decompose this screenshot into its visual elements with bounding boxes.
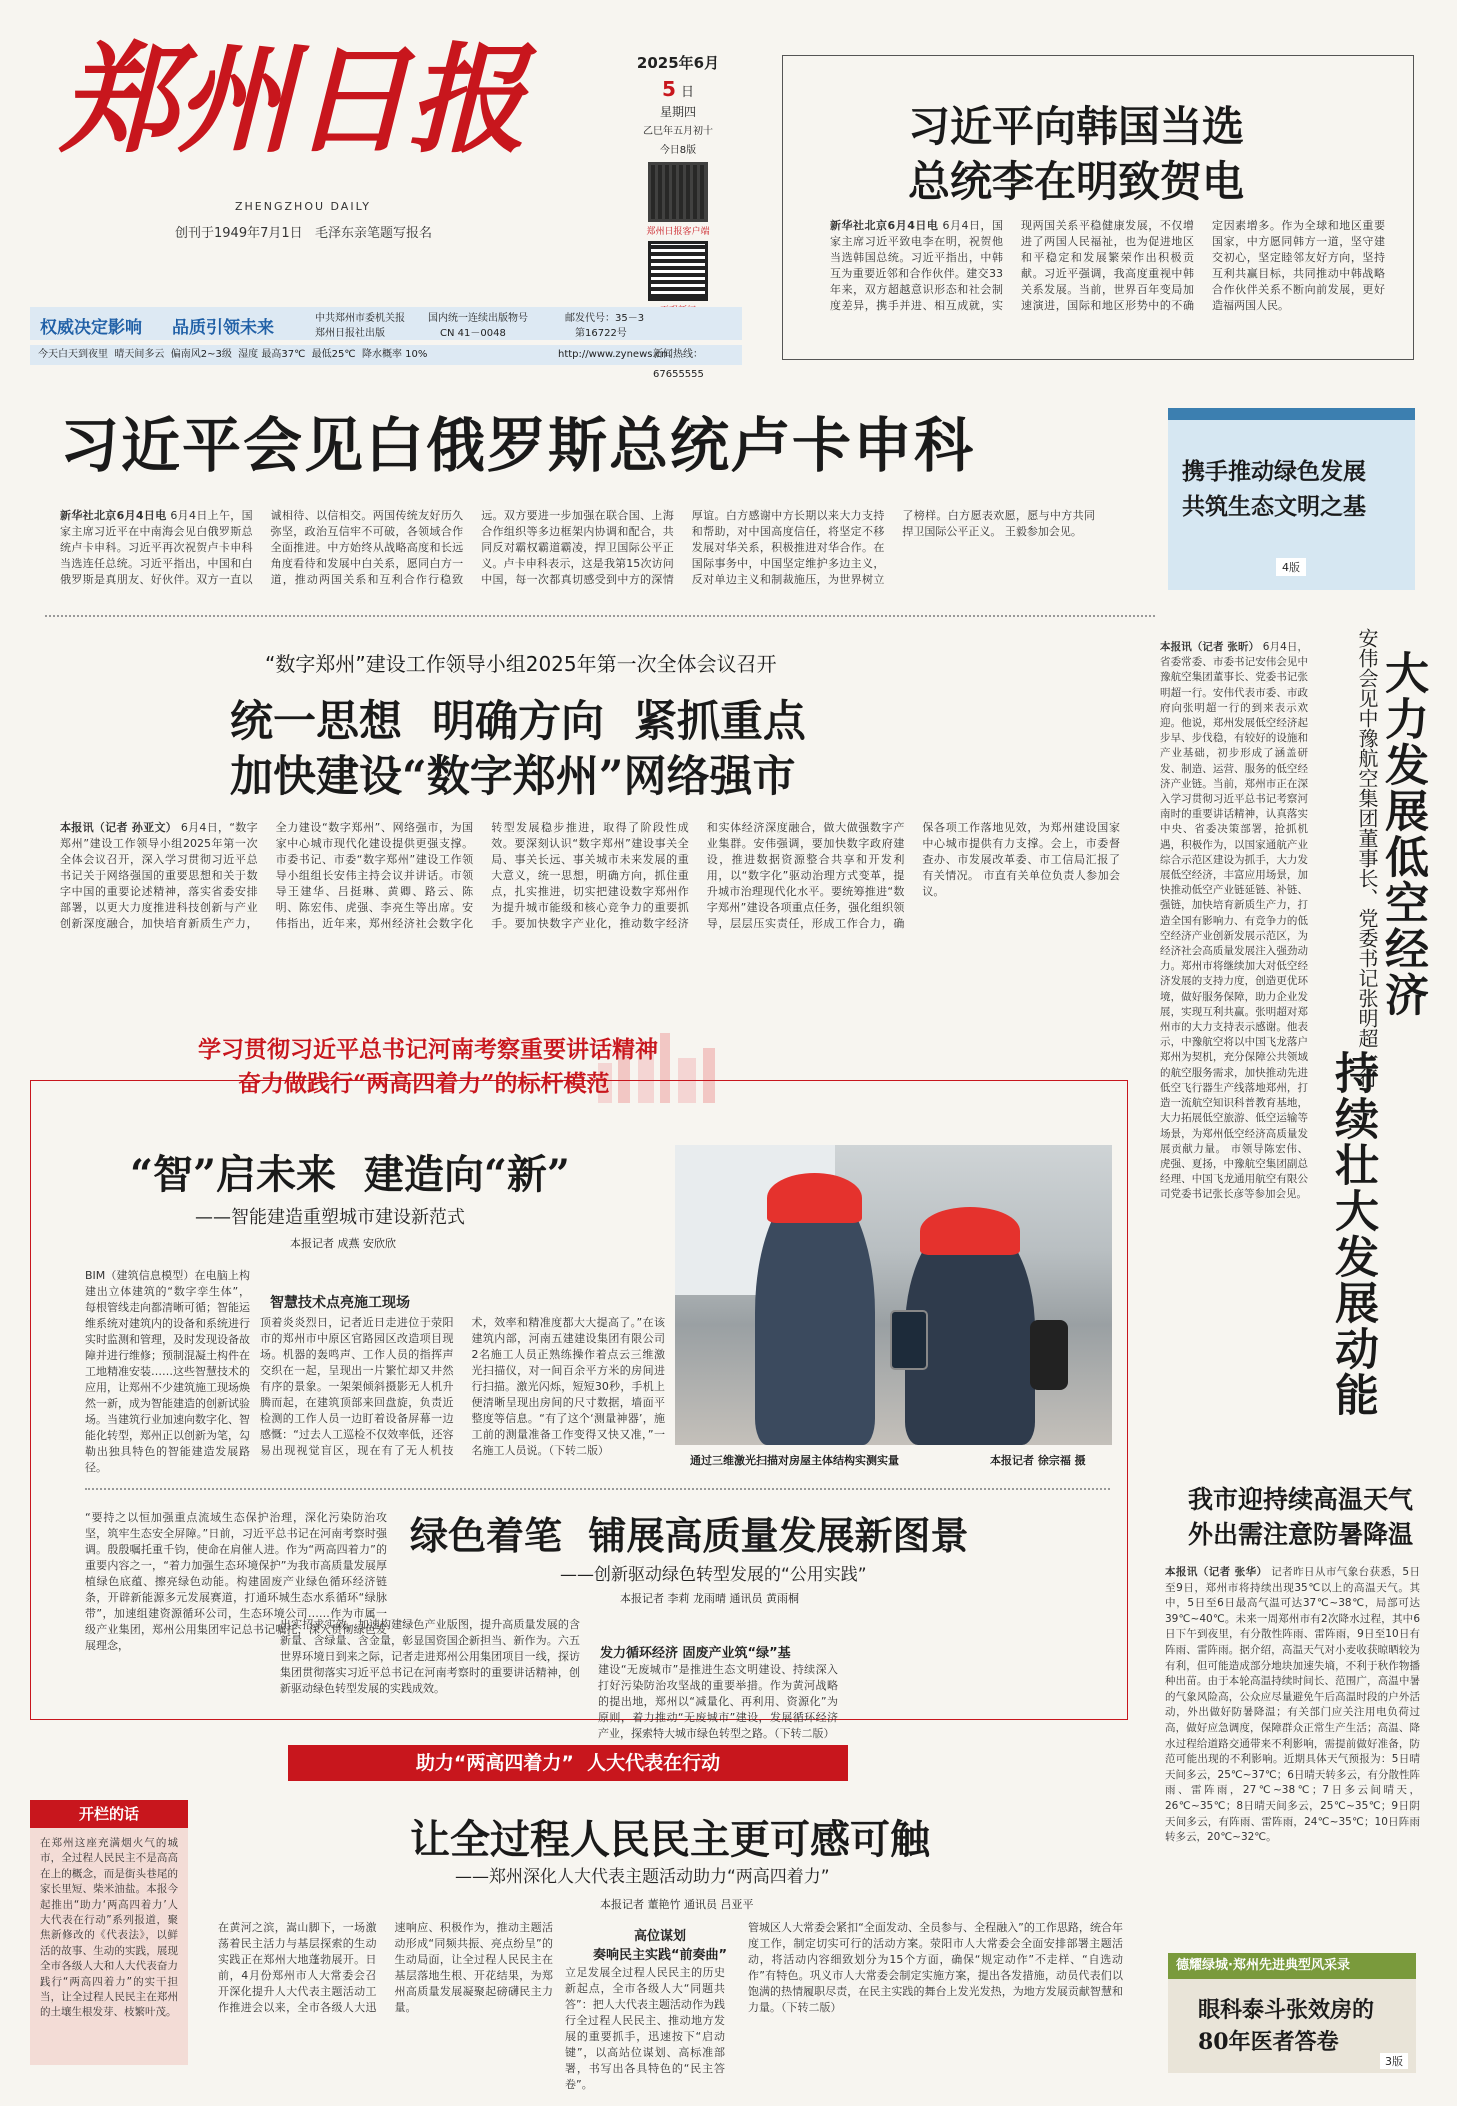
- anwei-body: [1160, 640, 1308, 1440]
- smart-title: “智”启未来 建造向“新”: [130, 1151, 570, 1198]
- anwei-lead: 本报讯（记者 张昕）: [1160, 641, 1260, 653]
- anwei-tail: 市领导陈宏伟、虎强、夏扬，中豫航空集团副总经理、中国飞龙通用航空有限公司党委书记张长彦等参加会见。: [1160, 1142, 1308, 1201]
- weekday: 星期四: [659, 105, 696, 119]
- hard-hat-icon: [920, 1207, 1020, 1255]
- column-box: [30, 1800, 188, 2065]
- npc-body-1: [218, 1920, 553, 2080]
- qr-code[interactable]: [648, 162, 708, 222]
- smart-body-col1: [85, 1268, 250, 1483]
- digital-tail: 市直有关单位负责人参加会议。: [922, 869, 1120, 898]
- anwei-subtitle-visible: 安伟会见中豫航空集团董事长、党委书记张明超一行: [1355, 628, 1379, 1088]
- phone-icon: [890, 1310, 928, 1370]
- npc-subhead-line1: 高位谋划: [633, 1929, 686, 1944]
- npc-byline: 本报记者 董艳竹 通讯员 吕亚平: [600, 1898, 754, 1911]
- side-banner-green[interactable]: [1168, 408, 1415, 590]
- feature-banner-line1: 学习贯彻习近平总书记河南考察重要讲话精神: [198, 1036, 658, 1063]
- date-block: [622, 52, 734, 316]
- anwei-title-1: 大力发展低空经济: [1377, 650, 1428, 1018]
- top-story-lead: 新华社北京6月4日电: [830, 219, 939, 232]
- laser-scanner-icon: [1030, 1320, 1068, 1390]
- section-divider: [45, 615, 1155, 617]
- masthead-pinyin: ZHENGZHOU DAILY: [235, 200, 371, 213]
- green-text-3: 建设“无废城市”是推进生态文明建设、持续深入打好污染防治攻坚战的重要举措。作为黄河战略的提出地，郑州以“减量化、再利用、资源化”为原则，着力推动“无废城市”建设，发展循环经济产业，探索特大城市绿色转型之路。（下转二版）: [598, 1663, 838, 1740]
- heat-title-2: 外出需注意防暑降温: [1188, 1520, 1414, 1549]
- side-banner-line1: 携手推动绿色发展: [1182, 458, 1366, 485]
- green-body-col2: [280, 1617, 580, 1707]
- npc-subhead-line2: 奏响民主实践“前奏曲”: [592, 1948, 728, 1963]
- qr-label-app: 郑州日报客户端: [646, 227, 710, 237]
- top-story-title-2: 总统李在明致贺电: [908, 157, 1245, 206]
- headline-body: [60, 508, 1095, 590]
- green-text-1: “要持之以恒加强重点流域生态保护治理，深化污染防治攻坚，筑牢生态安全屏障。”日前，习近平总书记在河南考察时强调。殷殷嘱托重千钧，使命在肩催人进。作为“两高四着力”的重要内容之一，“着力加强生态环境保护”为我市高质量发展厚植绿色底蕴、擦亮绿色动能。构建固废产业绿色循环经济链条，开辟新能源多元发展赛道，打通环城生态水系循环“绿脉带”，加速组建资源循环公司，生态环境公司……作为市属一级产业集团，郑州公用集团牢记总书记嘱托，深入贯彻绿色发展理念，: [85, 1511, 387, 1652]
- side-banner-line2: 共筑生态文明之基: [1182, 493, 1366, 520]
- smart-text-2: 顶着炎炎烈日，记者近日走进位于荥阳市的郑州市中原区官路园区改造项目现场。机器的轰鸣声、工作人员的指挥声交织在一起，呈现出一片繁忙却又井然有序的景象。一架架倾斜摄影无人机升腾而起，在建筑顶部来回盘旋，负责近检测的工作人员一边盯着设备屏幕一边感慨：“过去人工巡检不仅效率低，还容易出现视觉盲区，现在有了无人机技术，效率和精准度都大大提高了。”在该建筑内部，河南五建建设集团有限公司2名施工人员正熟练操作着点云三维激光扫描仪，对一间百余平方米的房间进行扫描。激光闪烁，短短30秒，手机上便清晰呈现出房间的尺寸数据，墙面平整度等信息。“有了这个‘测量神器’，施工前的测量准备工作变得又快又准，”一名施工人员说。（下转二版）: [260, 1316, 665, 1457]
- digital-text: 6月4日，“数字郑州”建设工作领导小组2025年第一次全体会议召开，深入学习贯彻习近平总书记关于网络强国的重要思想和关于数字中国的重要论述精神，落实省委安排部署，以更大力度推进科技创新与产业创新深度融合，加快培育新质生产力，全力建设“数字郑州”、网络强市，为国家中心城市现代化建设提供更强支撑。市委书记、市委“数字郑州”建设工作领导小组组长安伟主持会议并讲话。市领导王建华、吕挺琳、黄卿、路云、陈明、陈宏伟、虎强、李亮生等出席。安伟指出，近年来，郑州经济社会数字化转型发展稳步推进，取得了阶段性成效。要深刻认识“数字郑州”建设事关全局、事关长远、事关城市未来发展的重大意义，统一思想，明确方向，抓住重点，扎实推进，切实把建设数字郑州作为提升城市能级和核心竞争力的重要抓手。要加快数字产业化，推动数字经济和实体经济深度融合，做大做强数字产业集群。安伟强调，要加快数字政府建设，推进数据资源整合共享和开发利用，以“数字化”驱动治理方式变革，提升城市治理现代化水平。要统筹推进“数字郑州”建设各项重点任务，强化组织领导，层层压实责任，形成工作合力，确保各项工作落地见效，为郑州建设国家中心城市提供有力支撑。会上，市委督查办、市发展改革委、市工信局汇报了有关情况。: [60, 821, 1120, 930]
- smart-byline: 本报记者 成燕 安欣欣: [290, 1237, 396, 1250]
- npc-subhead: [560, 1925, 760, 1963]
- feature-banner-line2: 奋力做践行“两高四着力”的标杆模范: [238, 1070, 610, 1097]
- top-story-body: [830, 218, 1385, 348]
- green-byline: 本报记者 李莉 龙雨晴 通讯员 黄雨桐: [620, 1592, 799, 1605]
- post-code-b: 第16722号: [575, 328, 627, 339]
- headline-tail: 王毅参加会见。: [1004, 525, 1082, 538]
- promo-line2: 80年医者答卷: [1198, 2029, 1339, 2055]
- slogan-authority: 权威决定影响: [40, 318, 142, 338]
- digital-title-2: 加快建设“数字郑州”网络强市: [230, 752, 796, 802]
- smart-subhead: 智慧技术点亮施工现场: [270, 1295, 410, 1311]
- heat-body: [1165, 1565, 1420, 1950]
- masthead-title: 郑州日报: [60, 30, 525, 169]
- main-headline: 习近平会见白俄罗斯总统卢卡申科: [60, 411, 976, 480]
- npc-banner-text: 助力“两高四着力” 人大代表在行动: [415, 1752, 721, 1774]
- green-subtitle: ——创新驱动绿色转型发展的“公用实践”: [560, 1565, 867, 1585]
- promo-tag: 德耀绿城·郑州先进典型风采录: [1168, 1953, 1416, 1979]
- digital-body: [60, 820, 1120, 998]
- npc-banner: [288, 1745, 848, 1781]
- headline-lead: 新华社北京6月4日电: [60, 509, 167, 522]
- weather-forecast: 今天白天到夜里 晴天间多云 偏南风2~3级 湿度 最高37℃ 最低25℃ 降水概率 10%: [38, 349, 428, 360]
- news-hotline: 新闻热线：67655555: [653, 349, 704, 380]
- smart-text-1: BIM（建筑信息模型）在电脑上构建出立体建筑的“数字孪生体”，每根管线走向都清晰可循；智能运维系统对建筑内的设备和系统进行实时监测和管理，及时发现设备故障并进行维修；预制混凝土构件在工地精准安装……这些智慧技术的应用，让郑州不少建筑施工现场焕然一新，成为智能建造的创新试验场。当建筑行业加速向数字化、智能化转型，郑州正以创新为笔，勾勒出独具特色的智能建造发展路径。: [85, 1269, 250, 1474]
- green-subhead: 发力循环经济 固废产业筑“绿”基: [600, 1646, 791, 1661]
- npc-subtitle: ——郑州深化人大代表主题活动助力“两高四着力”: [455, 1867, 830, 1887]
- smart-body-col2: [260, 1275, 665, 1485]
- digital-title-1: 统一思想 明确方向 紧抓重点: [230, 697, 806, 747]
- heat-title-1: 我市迎持续高温天气: [1188, 1485, 1414, 1514]
- cn-number-b: CN 41－0048: [440, 328, 506, 339]
- feature-divider: [85, 1488, 1110, 1490]
- heat-text: 记者昨日从市气象台获悉，5日至9日，郑州市将持续出现35℃以上的高温天气。其中，5日至6日最高气温可达37℃~38℃，局部可达39℃~40℃。未来一周郑州市有2次降水过程，其中6日下午到夜里，有分散性阵雨、雷阵雨，9日至10日有阵雨、雷阵雨。据介绍，高温天气对小麦收获晾晒较为有利，但可能造成部分地块加速失墒，不利于秋作物播种出苗。由于本轮高温持续时间长、范围广，高温中暑的气象风险高，公众应尽量避免午后高温时段的户外活动，外出做好防暑降温；有关部门应关注用电负荷过高，做好应急调度，保障群众正常生产生活；高温、降水过程给道路交通带来不利影响，需提前做好准备，防范可能出现的不利影响。近期具体天气预报为：5日晴天间多云，25℃~37℃；6日晴天转多云，有分散性阵雨、雷阵雨，27℃~38℃；7日多云间晴天，26℃~35℃；8日晴天间多云，25℃~35℃；9日阴天间多云，有阵雨、雷阵雨，24℃~35℃；10日阵雨转多云，20℃~32℃。: [1165, 1566, 1421, 1844]
- green-title: 绿色着笔 铺展高质量发展新图景: [410, 1513, 969, 1558]
- npc-body-2: [565, 1965, 725, 2091]
- anwei-article: [1160, 625, 1428, 1455]
- photo-credit: 本报记者 徐宗福 摄: [990, 1454, 1086, 1467]
- post-code-a: 邮发代号：35－3: [565, 313, 645, 324]
- npc-text-3: 管城区人大常委会紧扣“全面发动、全员参与、全程融入”的工作思路，统合年度工作，制定切实可行的活动方案。荥阳市人大常委会全面安排部署主题活动，将活动内容细致划分为15个方面，确保“规定动作”不走样、“自选动作”有特色。巩义市人大常委会制定实施方案，提出各发措施，动员代表们以饱满的热情履职尽责，在民主实践的舞台上发光发热，为地方发展贡献智慧和力量。（下转二版）: [748, 1921, 1123, 2014]
- npc-text-2: 立足发展全过程人民民主的历史新起点，全市各级人大“同题共答”：把人大代表主题活动作为践行全过程人民民主、推动地方发展的重要抓手，迅速按下“启动键”，以高站位谋划、高标准部署，书写出各具特色的“民主答卷”。: [565, 1966, 725, 2091]
- qr-code[interactable]: [648, 241, 708, 301]
- npc-title: 让全过程人民民主更可感可触: [410, 1816, 930, 1863]
- date-day: 5: [661, 77, 676, 101]
- smart-subtitle: ——智能建造重塑城市建设新范式: [195, 1207, 465, 1228]
- date-unit: 日: [681, 85, 695, 100]
- date-year: 2025年6月: [636, 54, 720, 72]
- founded-line: 创刊于1949年7月1日 毛泽东亲笔题写报名: [175, 226, 433, 241]
- website-link[interactable]: http://www.zynews.cn: [558, 349, 668, 360]
- promo-line1: 眼科泰斗张效房的: [1198, 1997, 1375, 2023]
- publisher-b: 郑州日报社出版: [315, 328, 385, 339]
- column-body: 在郑州这座充满烟火气的城市，全过程人民民主不是高高在上的概念，而是街头巷尾的家长里短、柴米油盐。本报今起推出“助力‘两高四着力’人大代表在行动”系列报道，聚焦新修改的《代表法》，以鲜活的故事、生动的实践，展现全市各级人大和人大代表奋力践行“两高四着力”的实干担当，让全过程人民民主在郑州的土壤生根发芽、枝繁叶茂。: [40, 1837, 178, 2019]
- promo-box[interactable]: [1168, 1953, 1416, 2073]
- promo-page: 3版: [1380, 2053, 1408, 2069]
- green-text-2: 出实招求实效，加速构建绿色产业版图，提升高质量发展的含新量、含绿量、含金量，彰显国资国企新担当、新作为。六五世界环境日到来之际，记者走进郑州公用集团项目一线，探访集团贯彻落实习近平总书记在河南考察时的重要讲话精神，创新驱动绿色转型发展的实践成效。: [280, 1618, 580, 1695]
- slogan-quality: 品质引领未来: [172, 318, 274, 338]
- anwei-title-2: 持续壮大发展动能: [1327, 1050, 1378, 1418]
- slogan-band: [30, 307, 742, 340]
- top-story-text: 6月4日，国家主席习近平致电李在明，祝贺他当选韩国总统。习近平指出，中韩互为重要近邻和合作伙伴。建交33年来，双方超越意识形态和社会制度差异，携手并进、相互成就，实现两国关系平稳健康发展，不仅增进了两国人民福祉，也为促进地区和平稳定和发展繁荣作出积极贡献。习近平强调，我高度重视中韩关系发展。当前，世界百年变局加速演进，国际和地区形势中的不确定因素增多。作为全球和地区重要国家，中方愿同韩方一道，坚守建交初心，坚定睦邻友好方向，坚持互利共赢目标，共同推动中韩战略合作伙伴关系不断向前发展，更好造福两国人民。: [830, 219, 1385, 312]
- masthead: [40, 10, 890, 285]
- column-label: 开栏的话: [30, 1800, 188, 1828]
- headline-text: 6月4日上午，国家主席习近平在中南海会见白俄罗斯总统卢卡申科。习近平再次祝贺卢卡申科当选连任总统。习近平指出，中国和白俄罗斯是真朋友、好伙伴。双方一直以诚相待、以信相交。两国传统友好历久弥坚，政治互信牢不可破，各领域合作全面推进。中方始终从战略高度和长远角度看待和发展中白关系，愿同白方一道，推动两国关系和互利合作行稳致远。双方要进一步加强在联合国、上海合作组织等多边框架内协调和配合，共同反对霸权霸道霸凌，捍卫国际公平正义。卢卡申科表示，这是我第15次访问中国，每一次都真切感受到中方的深情厚谊。白方感谢中方长期以来大力支持和帮助，对中国高度信任，将坚定不移发展对华关系，积极推进对华合作。在国际事务中，中国坚定维护多边主义，反对单边主义和制裁施压，为世界树立了榜样。白方愿表欢愿，愿与中方共同捍卫国际公平正义。: [60, 509, 1095, 586]
- construction-photo[interactable]: [675, 1145, 1112, 1445]
- top-story-title-1: 习近平向韩国当选: [908, 102, 1245, 151]
- green-body-col3: [598, 1662, 838, 1740]
- weather-band: [30, 345, 742, 380]
- side-banner-page: 4版: [1276, 558, 1306, 576]
- hard-hat-icon: [767, 1173, 862, 1223]
- top-story-box: [782, 55, 1414, 360]
- cn-number-a: 国内统一连续出版物号: [428, 313, 528, 324]
- heat-lead: 本报讯（记者 张华）: [1165, 1566, 1268, 1578]
- photo-caption: 通过三维激光扫描对房屋主体结构实测实量: [690, 1454, 899, 1467]
- page-count: 今日8版: [659, 145, 697, 156]
- digital-kicker: “数字郑州”建设工作领导小组2025年第一次全体会议召开: [265, 652, 777, 676]
- npc-text-1: 在黄河之滨，嵩山脚下，一场激荡着民主活力与基层探索的生动实践正在郑州大地蓬勃展开。日前，4月份郑州市人大常委会召开深化提升人大代表主题活动工作推进会以来，全市各级人大迅速响应、积极作为，推动主题活动形成“同频共振、亮点纷呈”的生动局面，让全过程人民民主在基层落地生根、开花结果，为郑州高质量发展凝聚起磅礴民主力量。: [218, 1921, 553, 2014]
- lunar-date: 乙巳年五月初十: [643, 126, 713, 137]
- digital-lead: 本报讯（记者 孙亚文）: [60, 821, 178, 834]
- anwei-text: 6月4日，省委常委、市委书记安伟会见中豫航空集团董事长、党委书记张明超一行。安伟代表市委、市政府向张明超一行的到来表示欢迎。他说，郑州发展低空经济起步早、步伐稳，有较好的设施和产业基础，初步形成了涵盖研发、制造、运营、服务的低空经济产业链。当前，郑州市正在深入学习贯彻习近平总书记考察河南时的重要讲话精神，认真落实中央、省委决策部署，抢抓机遇，积极作为，以国家通航产业综合示范区建设为抓手，大力发展低空经济，丰富应用场景，加快推动低空产业链延链、补链、强链，加快培育新质生产力，打造全国有影响力、有竞争力的低空经济产业创新发展示范区，为经济社会高质量发展注入强劲动力。郑州市将继续加大对低空经济发展的支持力度，创造更优环境，做好服务保障，助力企业发展，实现互利共赢。张明超对郑州市的大力支持表示感谢。他表示，中豫航空将以中国飞龙落户郑州为契机，充分保障公共领域的航空服务需求，加快推动先进低空飞行器生产线落地郑州，打造一流航空知识科普教育基地，大力拓展低空旅游、低空运输等场景，为郑州低空经济高质量发展贡献力量。: [1160, 641, 1308, 1155]
- publisher-a: 中共郑州市委机关报: [315, 313, 405, 324]
- npc-body-3: [748, 1920, 1123, 2080]
